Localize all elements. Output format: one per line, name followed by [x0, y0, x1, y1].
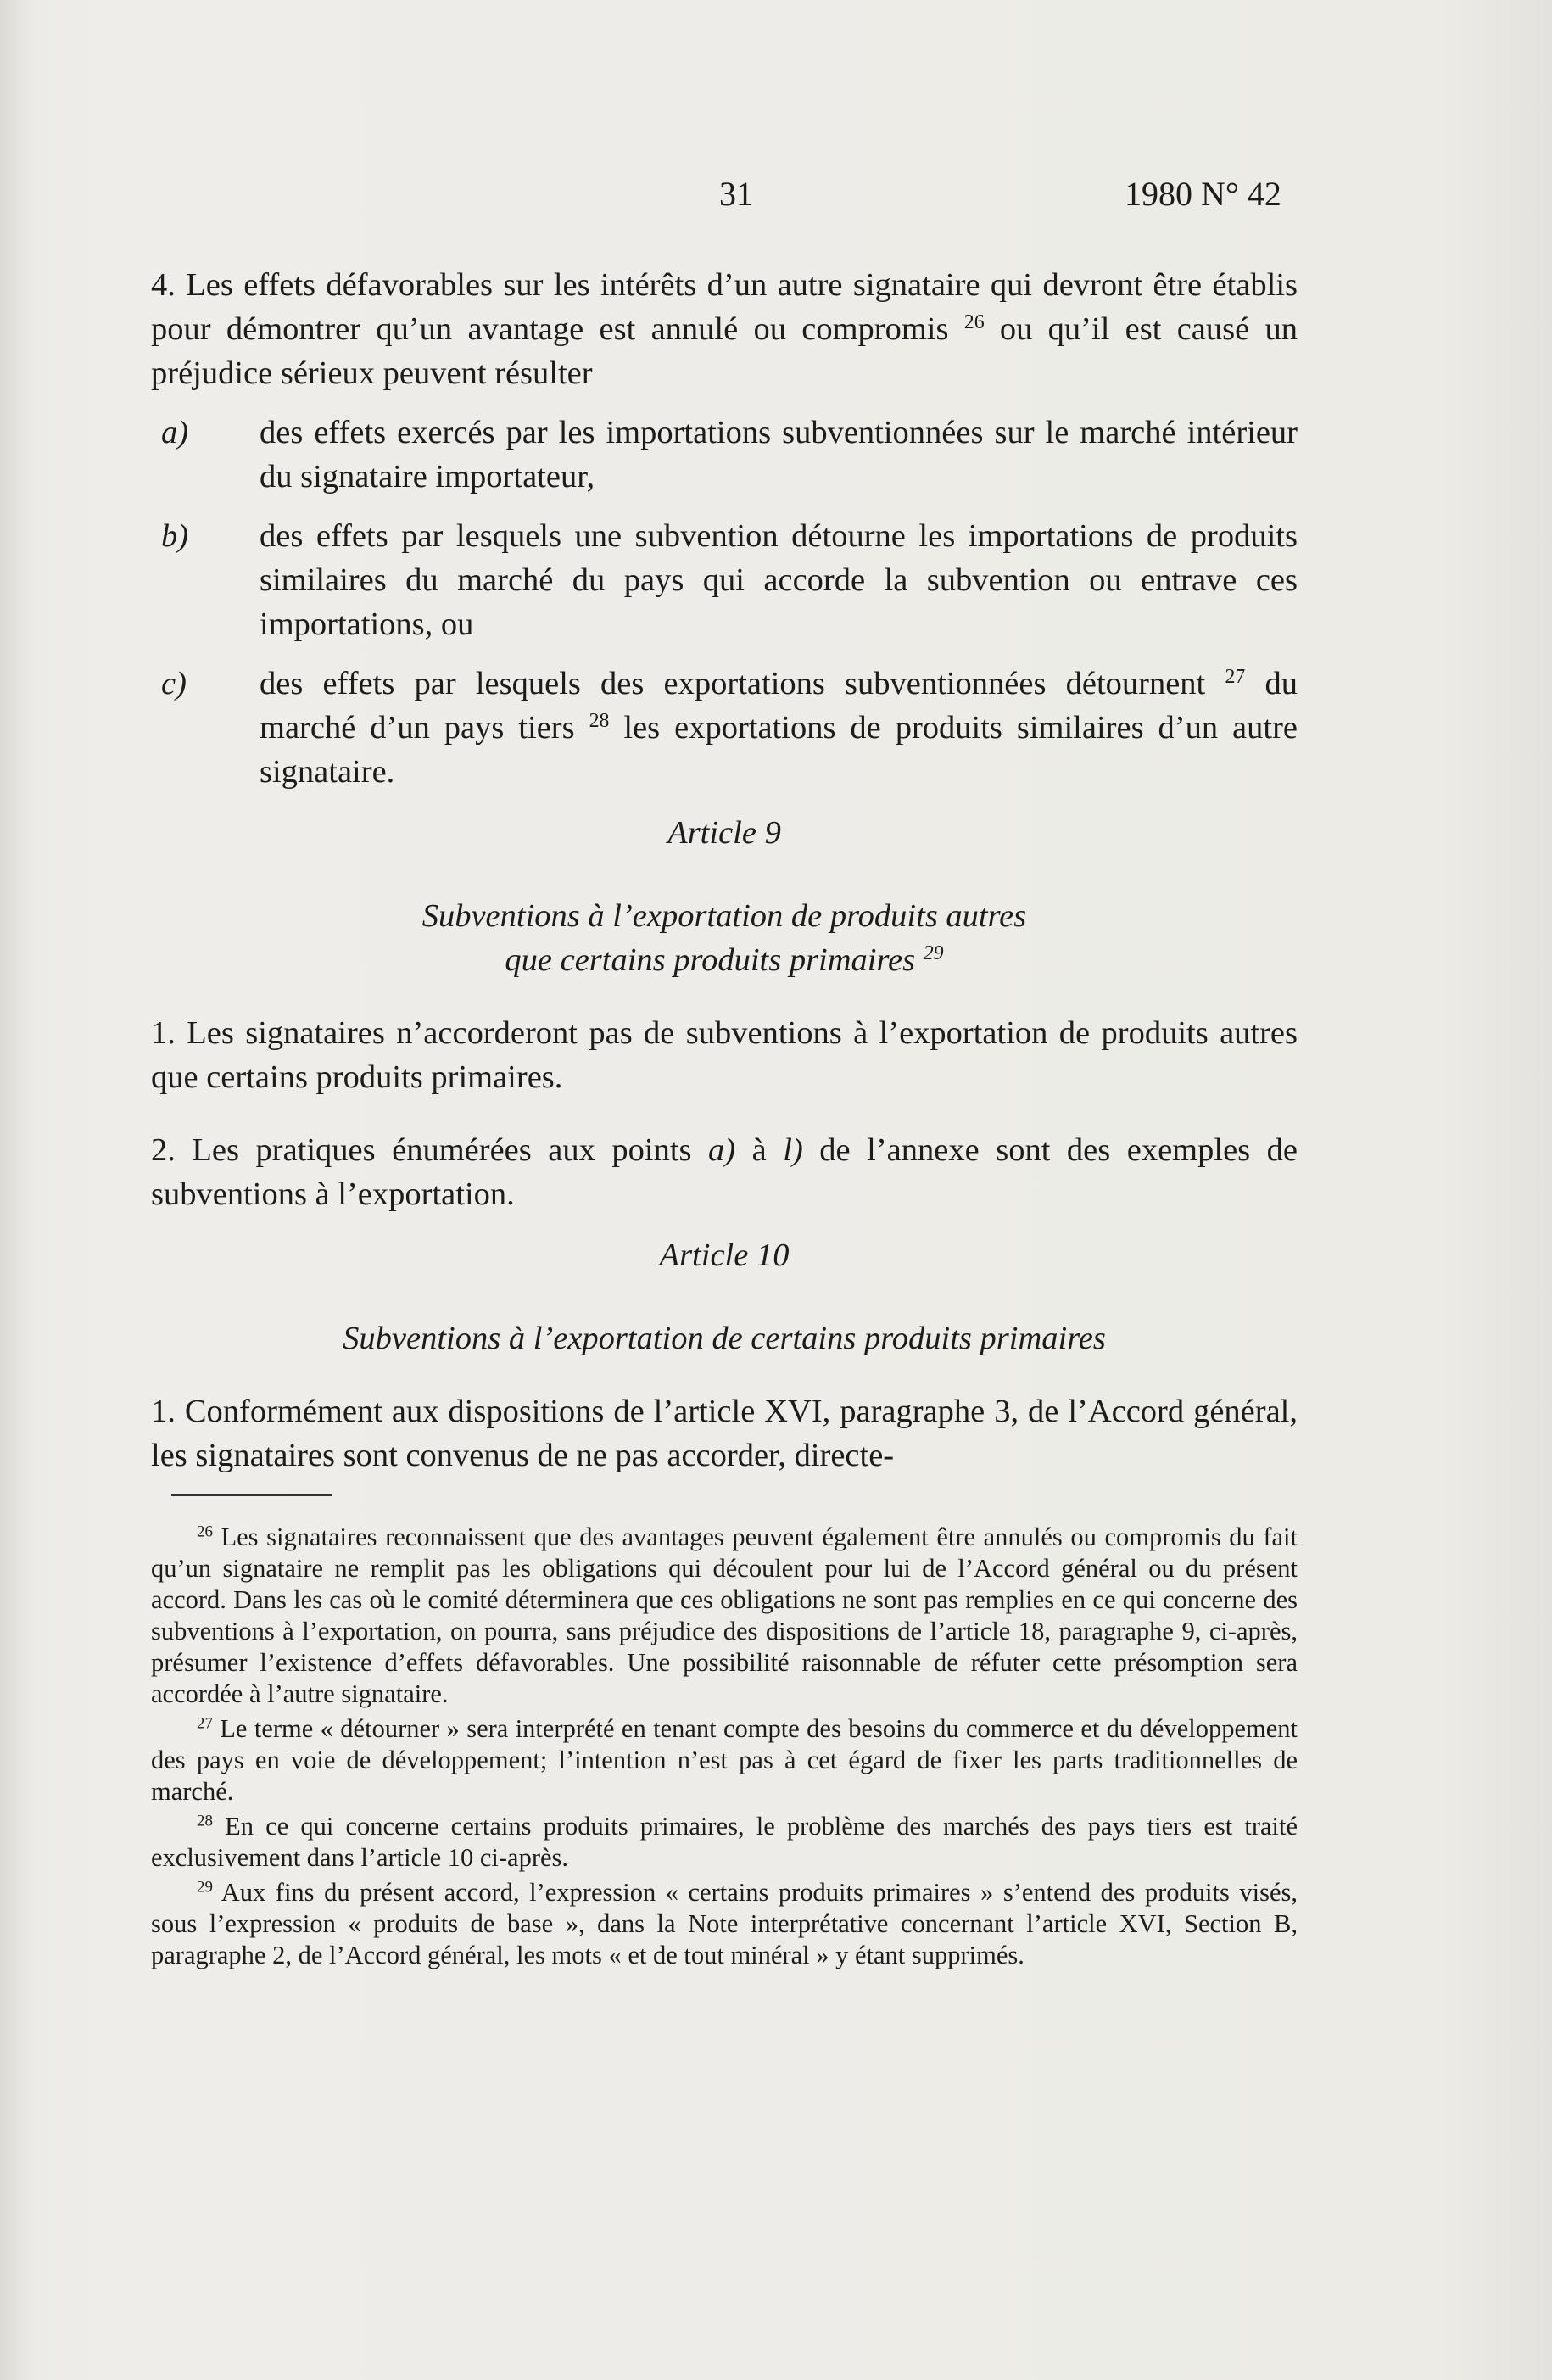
footnote-ref-26: 26 [963, 310, 985, 333]
article-9-p2-text: 2. Les pratiques énumérées aux points [151, 1132, 709, 1168]
footnote-29-text: Aux fins du présent accord, l’expression « certains produits primaires » s’entend des produits visés, sous l’expression « produits de base », dans la Note interprétative concernant l’article XVI, Section B, paragraphe 2, de l’Accord général, les mots « et de tout minéral » y étant supprimés. [151, 1878, 1298, 1969]
item-c-text-end: les exportations de produits similaires d’un autre signataire. [260, 710, 1298, 790]
footnote-28-text: En ce qui concerne certains produits primaires, le problème des marchés des pays tiers est traité exclusivement dans l’article 10 ci-après. [151, 1812, 1298, 1872]
item-a-text: des effets exercés par les importations subventionnées sur le marché intérieur du signataire importateur, [260, 415, 1298, 494]
footnote-29-number: 29 [197, 1878, 213, 1897]
year-number: 1980 N° 42 [1125, 175, 1281, 213]
article-9-p2-point-a: a) [708, 1132, 736, 1168]
article-10-heading: Article 10 [659, 1237, 790, 1273]
article-9-p2-and: à [735, 1132, 784, 1168]
paragraph-4 [151, 263, 1298, 395]
footnote-27 [151, 1713, 1298, 1807]
item-a [151, 411, 1298, 499]
article-9-title [151, 894, 1298, 982]
footnote-ref-28: 28 [589, 709, 610, 732]
footnote-26 [151, 1522, 1298, 1710]
article-9-paragraph-1: 1. Les signataires n’accorderont pas de subventions à l’exportation de produits autres que certains produits primaires. [151, 1015, 1298, 1095]
article-9-paragraph-2 [151, 1128, 1298, 1216]
item-b-label: b) [161, 518, 189, 554]
article-9-title-line2 [151, 938, 1298, 982]
footnote-28 [151, 1811, 1298, 1874]
item-c [151, 662, 1298, 794]
article-9-p2-text-end: de l’annexe sont des exemples de subventions à l’exportation. [151, 1132, 1298, 1212]
footnote-26-number: 26 [197, 1522, 213, 1541]
item-b [151, 514, 1298, 646]
paragraph-4-text: 4. Les effets défavorables sur les intérêts d’un autre signataire qui devront être établis pour démontrer qu’un avantage est annulé ou compromis [151, 267, 1298, 347]
page-body [151, 263, 1298, 1971]
page-number: 31 [719, 175, 753, 213]
footnote-ref-29: 29 [923, 941, 944, 964]
footnote-29 [151, 1877, 1298, 1971]
footnote-separator [171, 1494, 332, 1496]
article-9-heading: Article 9 [667, 815, 781, 851]
footnote-26-text: Les signataires reconnaissent que des avantages peuvent également être annulés ou compromis du fait qu’un signataire ne remplit pas les obligations qui découlent pour lui de l’Accord général ou du présent accord. Dans les cas où le comité déterminera que ces obligations ne sont pas remplies en ce qui concerne des subventions à l’exportation, on pourra, sans préjudice des dispositions de l’article 18, paragraphe 9, ci-après, présumer l’existence d’effets défavorables. Une possibilité raisonnable de réfuter cette présomption sera accordée à l’autre signataire. [151, 1522, 1298, 1708]
footnote-27-text: Le terme « détourner » sera interprété en tenant compte des besoins du commerce et du développement des pays en voie de développement; l’intention n’est pas à cet égard de fixer les parts traditionnelles de marché. [151, 1714, 1298, 1806]
item-c-label: c) [161, 666, 187, 701]
item-a-label: a) [161, 415, 189, 450]
article-10-title: Subventions à l’exportation de certains produits primaires [343, 1321, 1106, 1356]
article-9-title-line2-text: que certains produits primaires [505, 942, 924, 978]
item-c-text: des effets par lesquels des exportations subventionnées détournent [260, 666, 1225, 701]
article-10-paragraph-1: 1. Conformément aux dispositions de l’article XVI, paragraphe 3, de l’Accord général, les signataires sont convenus de ne pas accorder, directe- [151, 1394, 1298, 1473]
item-c-text-mid: du marché d’un pays tiers [260, 666, 1298, 746]
article-9-p2-point-l: l) [783, 1132, 803, 1168]
footnote-27-number: 27 [197, 1714, 213, 1733]
paragraph-4-text-end: ou qu’il est causé un préjudice sérieux peuvent résulter [151, 311, 1298, 391]
footnote-28-number: 28 [197, 1812, 213, 1830]
footnote-ref-27: 27 [1225, 665, 1246, 688]
article-9-title-line1: Subventions à l’exportation de produits autres [421, 898, 1027, 934]
page-header [0, 174, 1552, 225]
item-b-text: des effets par lesquels une subvention détourne les importations de produits similaires du marché du pays qui accorde la subvention ou entrave ces importations, ou [260, 518, 1298, 642]
